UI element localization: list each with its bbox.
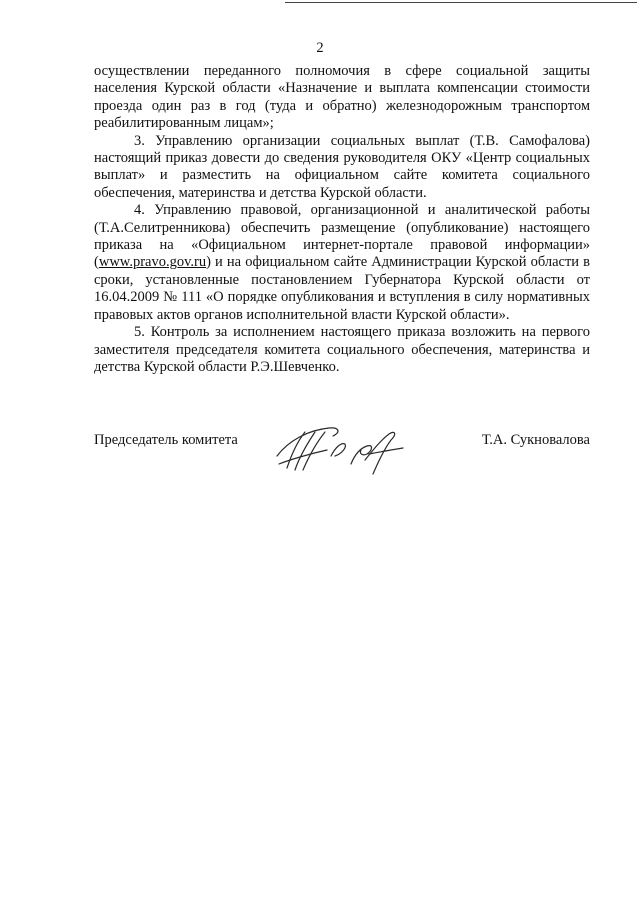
- paragraph-item-4-text-before: 4. Управлению правовой, организационной и аналитической работы (Т.А.Селитренникова) обеспечить размещение (опубликование) настоящего приказа на «Официальном интернет-портале правовой информации» (: [94, 202, 590, 271]
- signatory-position: Председатель комитета: [94, 432, 238, 448]
- top-rule: [285, 2, 637, 3]
- paragraph-item-4-text-after: ) и на официальном сайте Администрации Курской области в сроки, установленные постановлением Губернатора Курской области от 16.04.2009 № 111 «О порядке опубликования и вступления в силу нормативных правовых актов органов исполнительной власти Курской области».: [94, 254, 590, 323]
- handwritten-signature: [269, 420, 414, 480]
- page-number: 2: [316, 40, 324, 56]
- paragraph-continuation: осуществлении переданного полномочия в сфере социальной защиты населения Курской области «Назначение и выплата компенсации стоимости проезда один раз в год (туда и обратно) железнодорожным транспортом реабилитированным лицам»;: [94, 63, 590, 132]
- document-body: [94, 63, 590, 376]
- paragraph-item-3: 3. Управлению организации социальных выплат (Т.В. Самофалова) настоящий приказ довести до сведения руководителя ОКУ «Центр социальных выплат» и разместить на официальном сайте комитета социального обеспечения, материнства и детства Курской области.: [94, 132, 590, 201]
- paragraph-item-4: [94, 202, 590, 324]
- paragraph-item-5: 5. Контроль за исполнением настоящего приказа возложить на первого заместителя председателя комитета социального обеспечения, материнства и детства Курской области Р.Э.Шевченко.: [94, 324, 590, 375]
- pravo-link[interactable]: www.pravo.gov.ru: [98, 254, 207, 271]
- signatory-name: Т.А. Сукновалова: [481, 432, 590, 448]
- signature-block: [94, 420, 590, 480]
